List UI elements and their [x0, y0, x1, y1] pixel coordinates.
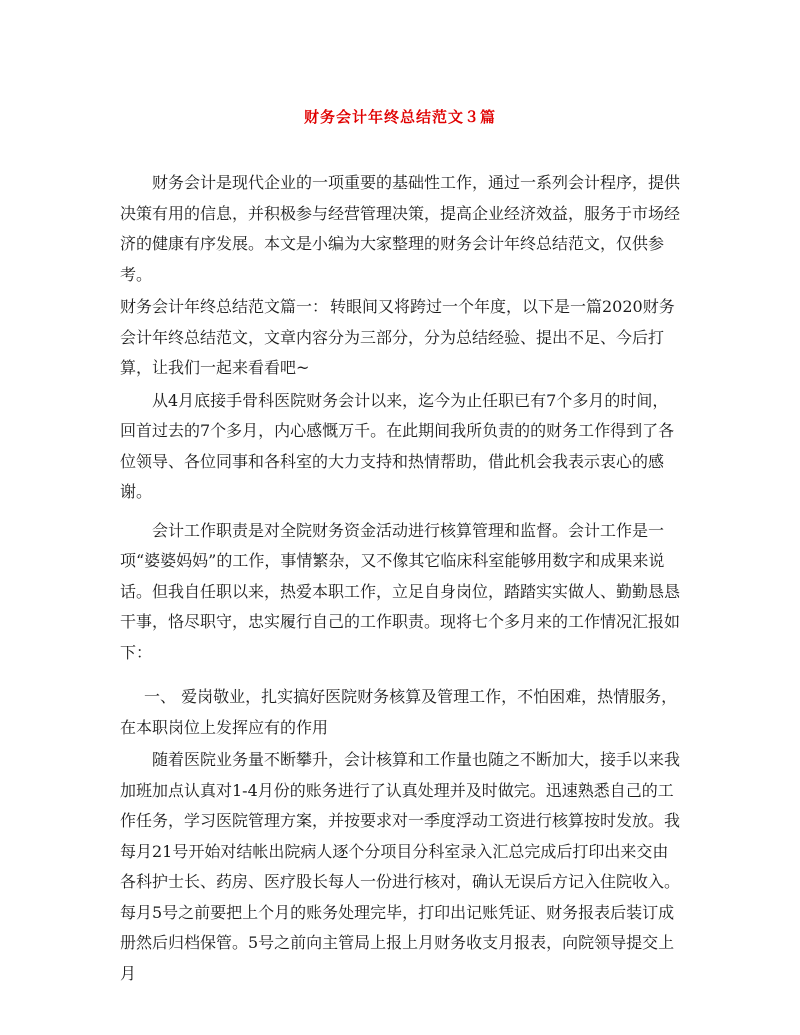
- paragraph-job-duty: 会计工作职责是对全院财务资金活动进行核算管理和监督。会计工作是一项“婆婆妈妈”的工作，事情繁杂，又不像其它临床科室能够用数字和成果来说话。但我自任职以来，热爱本职工作，立足自身岗位，踏踏实实做人、勤勤恳恳干事，恪尽职守，忠实履行自己的工作职责。现将七个多月来的工作情况汇报如下：: [120, 520, 681, 662]
- section-one-intro: [120, 292, 680, 384]
- section-label: 财务会计年终总结范文篇一：: [120, 297, 329, 316]
- paragraph-start-work: 从4月底接手骨科医院财务会计以来，迄今为止任职已有7个多月的时间，回首过去的7个多月，内心感慨万千。在此期间我所负责的的财务工作得到了各位领导、各位同事和各科室的大力支持和热情帮助，借此机会我表示衷心的感谢。: [120, 390, 675, 501]
- document-title: 财务会计年终总结范文３篇: [303, 108, 496, 126]
- document-body: [120, 168, 680, 989]
- intro-paragraph: 财务会计是现代企业的一项重要的基础性工作，通过一系列会计程序，提供决策有用的信息，并积极参与经营管理决策，提高企业经济效益，服务于市场经济的健康有序发展。本文是小编为大家整理的财务会计年终总结范文，仅供参考。: [120, 173, 681, 284]
- section-one-intro-text: 转眼间又将跨过一个年度，以下是一篇2020财务会计年终总结范文，文章内容分为三部分，分为总结经验、提出不足、今后打算，让我们一起来看看吧~: [120, 297, 675, 377]
- paragraph-accounting-work: 随着医院业务量不断攀升，会计核算和工作量也随之不断加大，接手以来我加班加点认真对1-4月份的账务进行了认真处理并及时做完。迅速熟悉自己的工作任务，学习医院管理方案，并按要求对一季度浮动工资进行核算按时发放。我每月21号开始对结帐出院病人逐个分项目分科室录入汇总完成后打印出来交由各科护士长、药房、医疗股长每人一份进行核对，确认无误后方记入住院收入。每月5号之前要把上个月的账务处理完毕，打印出记账凭证、财务报表后装订成册然后归档保管。5号之前向主管局上报上月财务收支月报表，向院领导提交上月: [120, 750, 681, 983]
- heading-point-one: 一、 爱岗敬业，扎实搞好医院财务核算及管理工作，不怕困难，热情服务，在本职岗位上发挥应有的作用: [120, 687, 678, 737]
